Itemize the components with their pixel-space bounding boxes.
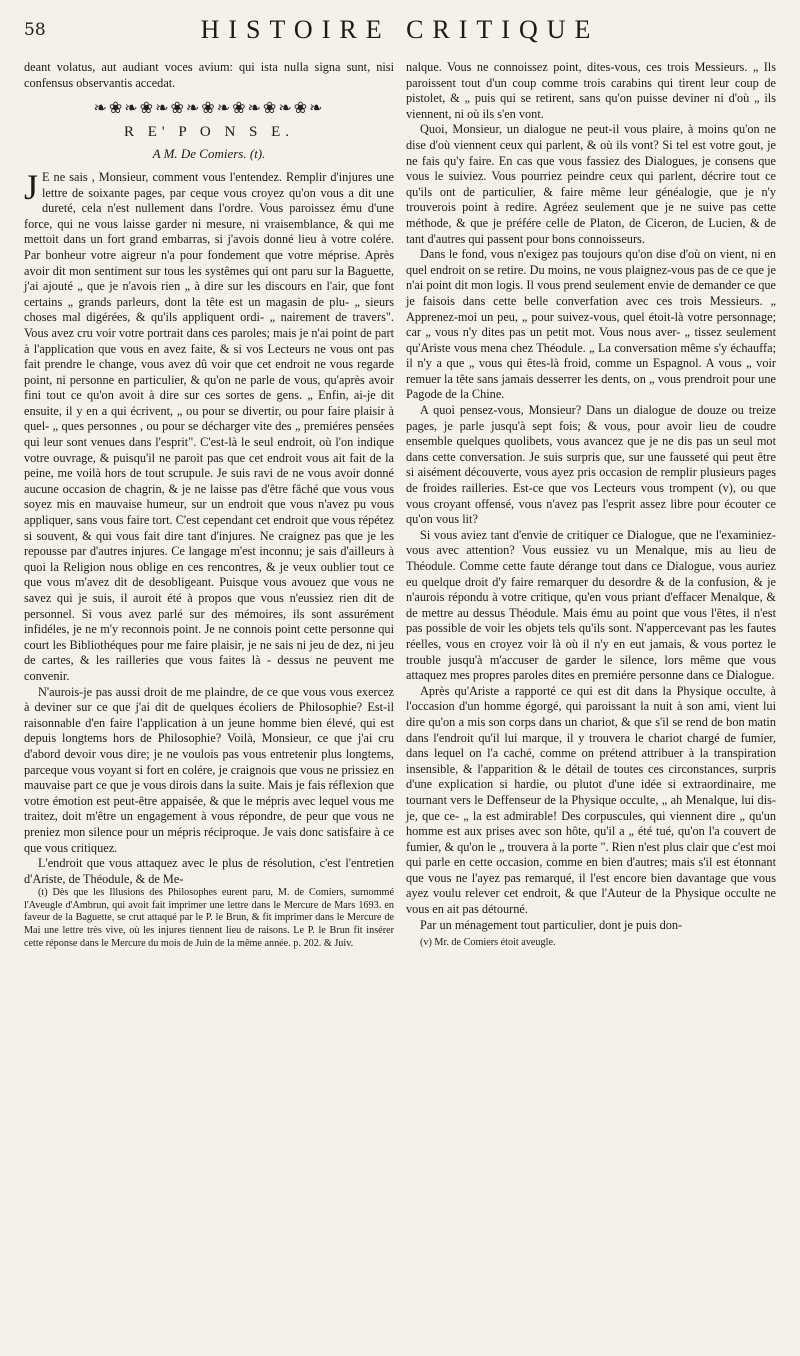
right-column	[406, 60, 776, 950]
body-paragraph: Par un ménagement tout particulier, dont je puis don-	[420, 917, 683, 932]
running-title: HISTOIRE CRITIQUE	[200, 15, 600, 44]
body-paragraph: L'endroit que vous attaquez avec le plus de résolution, c'est l'entretien d'Ariste, de Théodule, & de Me-	[24, 856, 394, 886]
ornament-band: ❧❀❧❀❧❀❧❀❧❀❧❀❧❀❧	[93, 100, 325, 118]
body-paragraph: A quoi pensez-vous, Monsieur? Dans un dialogue de douze ou treize pages, je parle jusqu'à sept fois; & vous, pour avoir lieu de coudre ensemble quelques quolibets, vous avancez que je ne dis pas un seul mot dans cette conversation. Je suis surpris que, sur une fausseté qui peut être si aisément découverte, vous ayez pris occasion de remplir plusieurs pages de froides railleries. Est-ce que vos Lecteurs vous trompent (v), ou que vous croyant offensé, vous n'avez pas l'esprit assez libre pour écouter ce qu'on vous lit?	[406, 403, 776, 527]
body-paragraph: N'aurois-je pas aussi droit de me plaindre, de ce que vous vous exercez à deviner sur ce que j'ai dit de quelques écoliers de Philosophie? Est-il raisonnable d'en faire l'application à un jeune homme bien élevé, qui est depuis longtems hors de Philosophie? Voilà, Monsieur, ce que j'ai cru d'abord devoir vous dire; je ne voulois pas vous entretenir plus longtems, parceque vous voyant si fort en colére, je craignois que vous ne prissiez en mauvaise part ce que je vous dirois dans la suite. Mais je fais réflexion que votre émotion est peut-être appaisée, & que le mépris avec lequel vous me traitez, doit m'être un engagement à vous répondre, de peur que vous ne preniez mon silence pour un mépris réciproque. Je vais donc satisfaire à ce que vous critiquez.	[24, 684, 394, 855]
drop-cap: J	[24, 166, 39, 207]
body-paragraph: nalque. Vous ne connoissez point, dites-vous, ces trois Messieurs. „ Ils paroissent tout d'un coup comme trois carabins qui tirent leur coup de pistolet, & „ puis qui se retirent, sans qu'on puisse deviner ni d'où „ ils viennent, ni où ils s'en vont.	[406, 60, 776, 121]
footnote-v: (v) Mr. de Comiers étoit aveugle.	[420, 937, 556, 949]
body-paragraph: Après qu'Ariste a rapporté ce qui est dit dans la Physique occulte, à l'occasion d'un homme égorgé, qui paroissant la nuit à son ami, vient lui dire qu'on a mis son corps dans un chariot, & que s'il se rend de bon matin dans l'endroit qu'il lui marque, il y trouvera le chariot chargé de fumier, dans lequel on l'a caché, comme on prétend attribuer à la transpiration insensible, & l'apparition & le détail de toutes ces circonstances, surpris d'une explication si hardie, ou plutot d'une idée si extraordinaire, me tournant vers le Deffenseur de la Physique occulte, „ ah Menalque, lui dis-je, que ce- „ la est admirable! Des corpuscules, qui viennent dire „ qu'un homme est aux prises avec son hôte, qu'il a „ été tué, qu'on l'a couvert de fumier, & qu'on le „ trouvera à la porte ". Rien n'est plus clair que c'est moi qui parle en cette occasion, comme en bien d'autres; mais s'il est étonnant que vous ne l'ayez pas remarqué, il l'est encore bien davantage que vous ayez voulu relever cet endroit, & que l'Auteur de la Physique occulte ne vous en ait pas détourné.	[406, 683, 776, 917]
body-paragraph	[24, 166, 394, 685]
page-header	[24, 10, 776, 50]
footnote-t: (t) Dès que les Illusions des Philosophes eurent paru, M. de Comiers, surnommé l'Aveugle d'Ambrun, qui avoit fait imprimer une lettre dans le Mercure de Mars 1693. en faveur de la Baguette, se crut attaqué par le P. le Brun, & fit imprimer dans le Mercure de Mai une lettre très vive, où les injures tiennent lieu de raisons. Le P. le Brun fit insérer cette réponse dans le Mercure du mois de Juin de la même année. p. 202. & Juiv.	[24, 887, 394, 949]
latin-opening: deant volatus, aut audiant voces avium: qui ista nulla signa sunt, nisi confensus observantis accedat.	[24, 60, 394, 90]
paragraph-text: E ne sais , Monsieur, comment vous l'entendez. Remplir d'injures une lettre de soixante pages, par ceque vous croyez qu'on vous a dit une dureté, cela n'est nullement dans l'ordre. Vous paroissez ému d'une force, qui ne vous laisse garder ni mesure, ni vraisemblance, & qui me mettoit dans un fort grand embarras, si j'avois donné lieu à votre colére. Par bonheur votre aigreur n'a pour fondement que votre méprise. Après avoir dit mon sentiment sur tous les systêmes qui ont paru sur la Baguette, j'ai ajouté „ que je n'avois rien „ à dire sur les discours en l'air, que font certains „ grands parleurs, dont la tête est un magasin de plu- „ sieurs choses mal digérées, & qu'ils appliquent ordi- „ nairement de travers". Vous avez cru voir votre portrait dans ces paroles; mais je n'ai point de part à l'application que vous en avez faite, & si vos Lecteurs ne vous ont pas fait prendre le change, vous avez dû voir que cet endroit ne vous regarde point, ni personne en particulier, & qu'on ne parle de vous, qu'après avoir fini tout ce qu'on avoit à dire sur ces sortes de gens. „ Enfin, ai-je dit ensuite, il y en a qui écrivent, „ ou pour se divertir, ou pour faire plaisir à quel- „ ques personnes , ou pour se décharger vite des „ premiéres pensées qui leur sont venues dans l'esprit". C'est-là le seul endroit, où l'on indique votre ouvrage, & puisqu'il ne paroit pas que cet endroit vous ait fait de la peine, me voilà hors de tout scrupule. Je suis ravi de ne vous avoir donné aucune occasion de chagrin, & je ne laisse pas d'être fâché que vous vous soyez mis en mauvaise humeur, sur un endroit que vous n'avez pu vous appliquer, sans vous faire tort. C'est cependant cet endroit que vous répétez si souvent, & qui vous fait dire tant d'injures. Ne craignez pas que je les repousse par d'autres injures. Ce langage m'est inconnu; je sais d'ailleurs à quoi la Religion nous oblige en ces rencontres, & je veux oublier tout ce que vous m'avez dit de desobligeant. Puisque vous avouez que vous ne savez qui je suis, il auroit été à propos que vous n'eussiez rien dit de personnel. Si vous avez parlé sur des mémoires, ils sont assurément infidéles, je ne m'y reconnois point. Je ne connois point cette personne qui court les Bibliothéques pour me faire plaisir, je ne sais ni jeu de dez, ni jeu de cartes, & les railleries que vous faites là - dessus ne peuvent me convenir.	[24, 169, 394, 683]
body-paragraph: Quoi, Monsieur, un dialogue ne peut-il vous plaire, à moins qu'on ne dise d'où viennent ceux qui parlent, & où ils vont? Si tel est votre gout, je ne fais qu'y faire. En cas que vous fassiez des Dialogues, je consens que vous le suiviez. Vous pourriez peindre ceux qui parlent, décrire tout ce qu'ils ont de particulier, & faire même leur généalogie, que je n'y trouverois point à redire. Agréez seulement que je ne suive pas cette méthode, & que je préfére celle de Platon, de Ciceron, de Lucien, & de tant d'autres qui passent pour bons connoisseurs.	[406, 122, 776, 246]
body-paragraph: Dans le fond, vous n'exigez pas toujours qu'on dise d'où on vient, ni en quel endroit on se retire. Du moins, ne vous plaignez-vous pas de ce que je n'ai point dit mon logis. Il vous prend seulement envie de demander ce que je faisois dans cette belle converfation avec ces trois Messieurs. „ Apprenez-moi un peu, „ pour suivez-vous, quel étoit-là votre personnage; car „ vous n'y dites pas un petit mot. Vous nous aver- „ tissez seulement qu'Ariste vous mena chez Théodule. „ La conversation même s'y échauffa; il n'y a que „ vous qui êtes-là froid, comme un Espagnol. A vous „ voir remuer la tête sans jamais desserrer les dents, on „ vous prendroit pour une Pagode de la Chine.	[406, 247, 776, 402]
left-column	[24, 60, 394, 950]
body-paragraph: Si vous aviez tant d'envie de critiquer ce Dialogue, que ne l'examiniez-vous avec attention? Vous eussiez vu un Menalque, mis au lieu de Théodule. Comme cette faute dérange tout dans ce Dialogue, vous auriez eu quelque droit d'y faire remarquer du desordre & de la confusion, & je n'aurois répondu à votre critique, qu'en vous priant d'effacer Menalque, & de mettre au dessus Théodule. Mais ému au point que vous l'êtes, il n'est pas possible de voir les objets tels qu'ils sont. N'appercevant pas les fautes réelles, vous en croyez voir là où il n'y en eut jamais, & vous portez le trouble jusqu'à m'accuser de garder le silence, lors même que vous attaquez mes propres paroles dites en premiére personne dans ce Dialogue.	[406, 527, 776, 683]
response-heading: R E' P O N S E.	[123, 123, 295, 140]
page-number: 58	[24, 20, 46, 40]
addressee-line: A M. De Comiers. (t).	[152, 146, 266, 162]
